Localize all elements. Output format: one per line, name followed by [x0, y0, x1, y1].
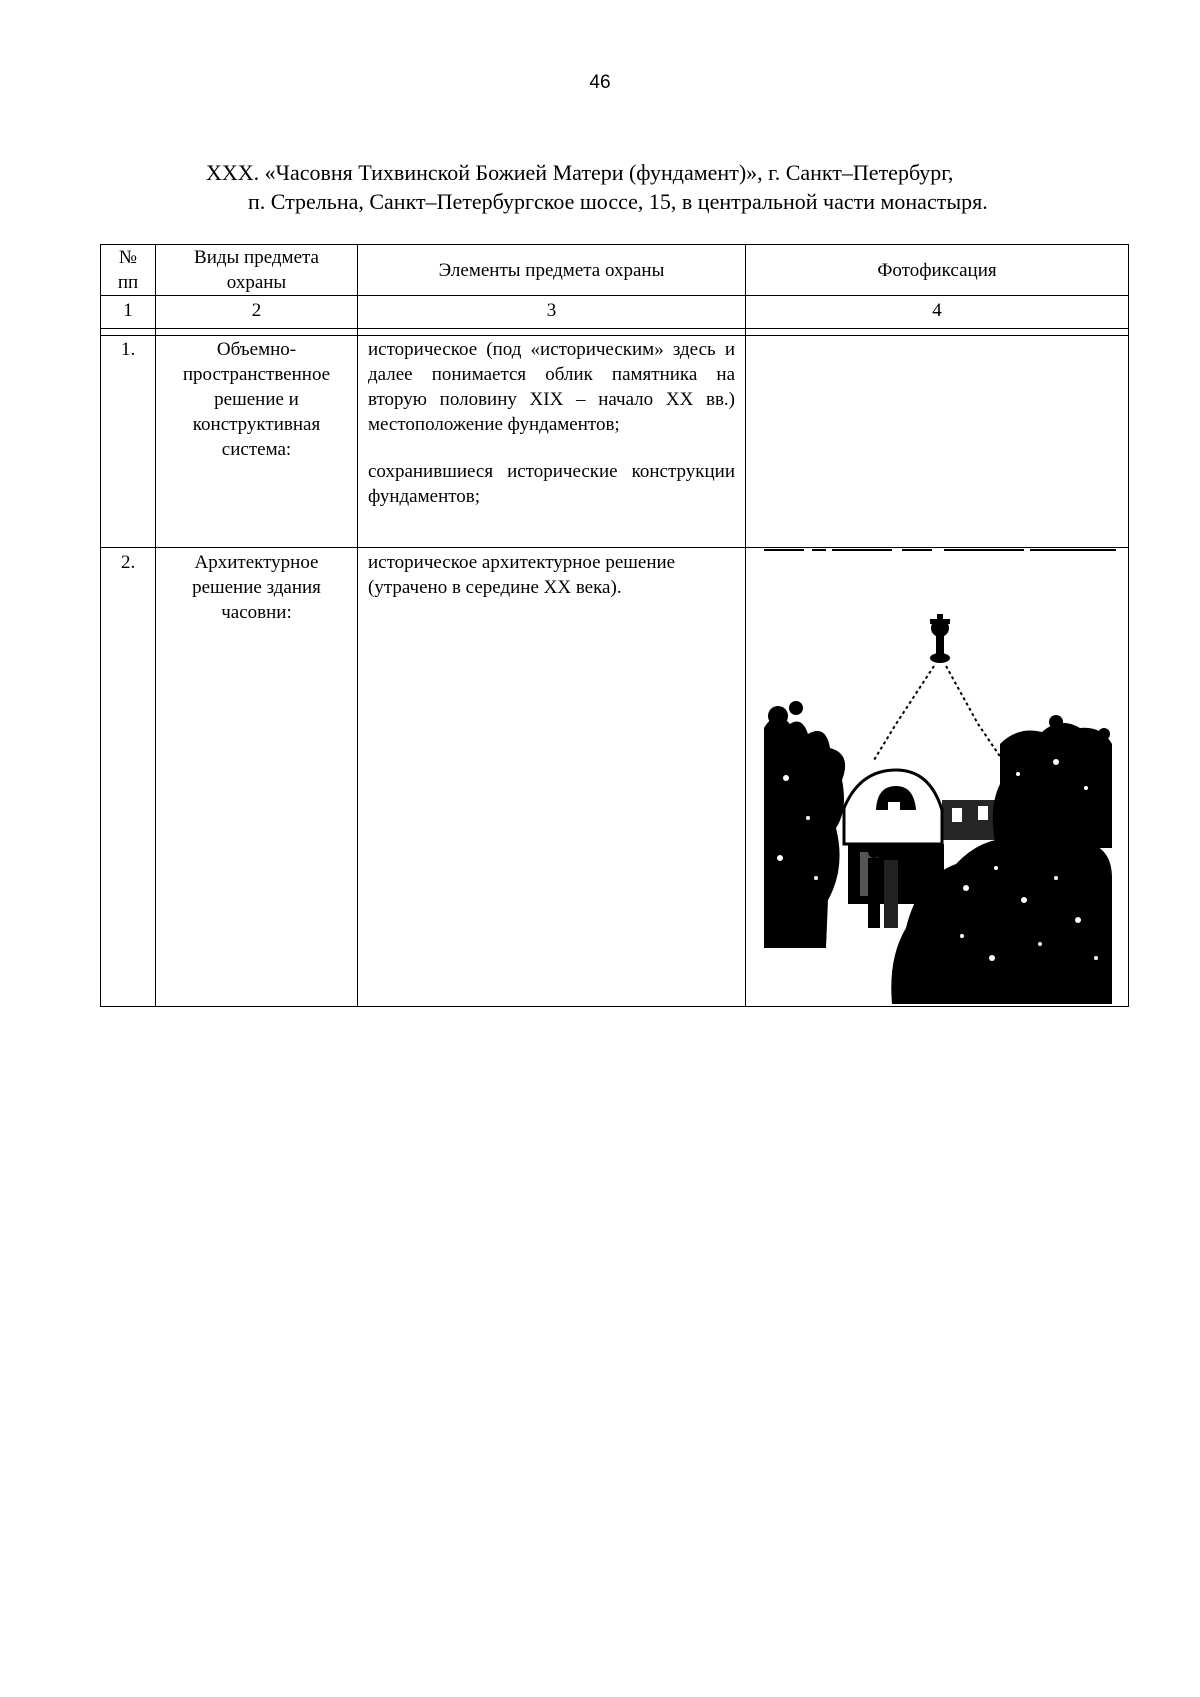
kind-line: решение здания — [192, 577, 321, 598]
column-number-4: 4 — [746, 296, 1129, 329]
header-photo: Фотофиксация — [746, 245, 1129, 296]
column-number-1: 1 — [101, 296, 156, 329]
spacer-row — [101, 329, 1129, 336]
kind-line: пространственное — [182, 364, 331, 385]
row-kind — [156, 548, 358, 1007]
kind-line: часовни: — [221, 602, 292, 623]
protection-subject-table — [100, 244, 1129, 1007]
element-paragraph: сохранившиеся исторические конструкции фундаментов; — [368, 461, 735, 507]
element-paragraph: историческое архитектурное решение (утрачено в середине XX века). — [368, 552, 676, 598]
heading-line-1: XXX. «Часовня Тихвинской Божией Матери (фундамент)», г. Санкт–Петербург, — [206, 160, 954, 185]
column-number-3: 3 — [358, 296, 746, 329]
spacer-cell — [156, 329, 358, 336]
table-row — [101, 548, 1129, 1007]
table-header-row — [101, 245, 1129, 296]
chapel-photo — [756, 548, 1118, 1004]
spacer-cell — [746, 329, 1129, 336]
document-heading — [200, 158, 1100, 216]
row-elements — [358, 548, 746, 1007]
column-number-2: 2 — [156, 296, 358, 329]
row-number: 2. — [101, 548, 156, 1007]
table-row — [101, 336, 1129, 548]
header-number-abbr: пп — [117, 272, 139, 293]
header-kind-line-1: Виды предмета — [194, 247, 319, 268]
kind-line: Объемно- — [216, 339, 297, 360]
kind-line: система: — [221, 439, 292, 460]
spacer-cell — [101, 329, 156, 336]
header-kind-line-2: охраны — [226, 272, 287, 293]
row-photo — [746, 336, 1129, 548]
row-photo — [746, 548, 1129, 1007]
row-elements — [358, 336, 746, 548]
header-kind — [156, 245, 358, 296]
header-number — [101, 245, 156, 296]
row-number: 1. — [101, 336, 156, 548]
spacer-cell — [358, 329, 746, 336]
kind-line: Архитектурное — [194, 552, 319, 573]
column-number-row — [101, 296, 1129, 329]
row-kind — [156, 336, 358, 548]
heading-line-2: п. Стрельна, Санкт–Петербургское шоссе, 15, в центральной части монастыря. — [248, 189, 988, 214]
header-elements: Элементы предмета охраны — [358, 245, 746, 296]
page-number: 46 — [589, 72, 611, 93]
element-paragraph: историческое (под «историческим» здесь и далее понимается облик памятника на вторую половину XIX – начало XX вв.) местоположение фундаментов; — [368, 339, 735, 435]
header-number-sign: № — [118, 247, 138, 268]
kind-line: конструктивная — [192, 414, 321, 435]
kind-line: решение и — [214, 389, 299, 410]
